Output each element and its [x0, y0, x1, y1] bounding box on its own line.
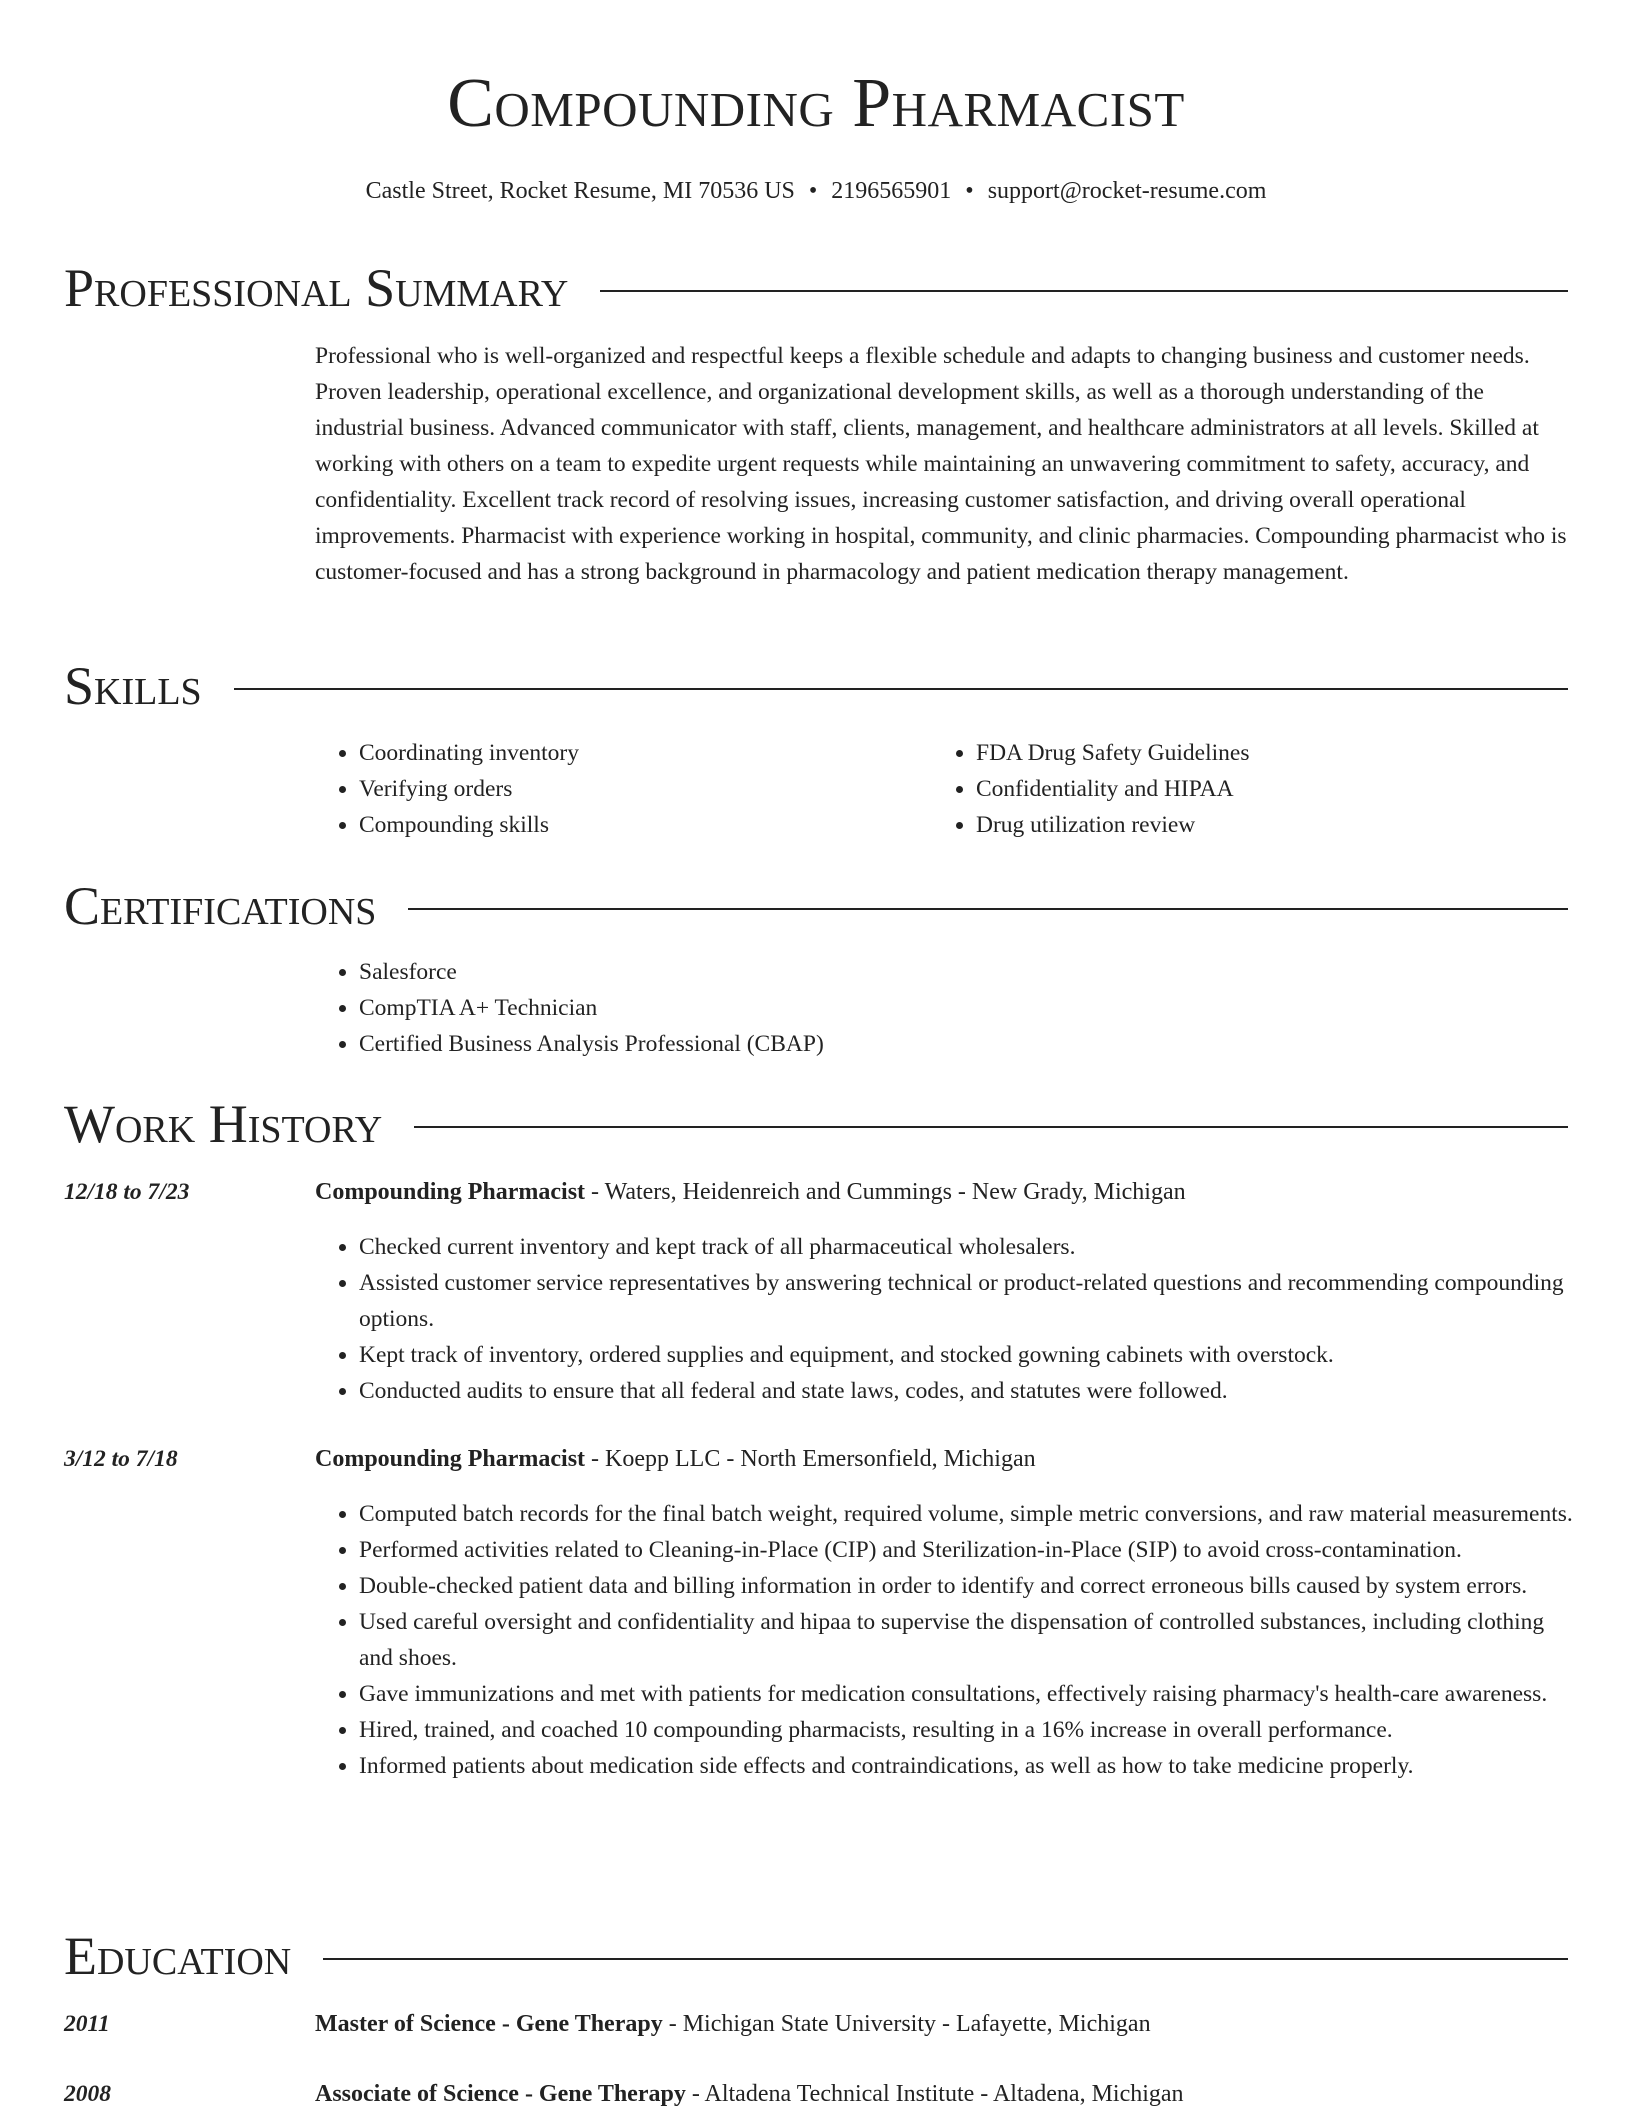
skill-item: • Confidentiality and HIPAA	[976, 771, 1549, 807]
skill-item: • Drug utilization review	[976, 807, 1549, 843]
job-heading	[315, 1441, 1575, 1477]
skill-item: • FDA Drug Safety Guidelines	[976, 735, 1549, 771]
job-title: Compounding Pharmacist	[315, 1446, 586, 1472]
summary-text: Professional who is well-organized and respectful keeps a flexible schedule and adapts to changing business and customer needs. Proven leadership, operational excellence, and organizational development skills, as well as a thorough understanding of the industrial business. Advanced communicator with staff, clients, management, and healthcare administrators at all levels. Skilled at working with others on a team to expedite urgent requests while maintaining an unwavering commitment to safety, accuracy, and confidentiality. Excellent track record of resolving issues, increasing customer satisfaction, and driving overall operational improvements. Pharmacist with experience working in hospital, community, and clinic pharmacies. Compounding pharmacist who is customer-focused and has a strong background in pharmacology and patient medication therapy management.	[315, 343, 1567, 585]
job-title: Compounding Pharmacist	[315, 1179, 586, 1205]
section-divider	[234, 688, 1568, 690]
job-duty-item: • Conducted audits to ensure that all federal and state laws, codes, and statutes were followed.	[359, 1373, 1575, 1409]
certifications-section-header	[64, 874, 1568, 938]
job-duties	[315, 1496, 1575, 1784]
skills-column-left	[315, 735, 932, 843]
section-title-summary: Professional Summary	[64, 258, 569, 318]
skills-list	[315, 735, 1575, 843]
summary-section-header	[64, 256, 1568, 320]
education-year: 2011	[64, 2011, 110, 2037]
certification-item: • Salesforce	[359, 954, 1575, 990]
skill-item: • Coordinating inventory	[359, 735, 932, 771]
skills-section-header	[64, 654, 1568, 718]
work-history-section-header	[64, 1092, 1568, 1156]
skills-column-right	[932, 735, 1549, 843]
education-entry	[315, 2006, 1575, 2042]
candidate-name: Compounding Pharmacist	[447, 65, 1185, 142]
certification-item: • Certified Business Analysis Professional (CBAP)	[359, 1026, 1575, 1062]
section-title-education: Education	[64, 1926, 292, 1986]
school-location: - Altadena Technical Institute - Altadena, Michigan	[685, 2081, 1184, 2107]
education-entry	[315, 2076, 1575, 2112]
degree-name: Associate of Science - Gene Therapy	[315, 2081, 686, 2107]
section-divider	[414, 1126, 1568, 1128]
education-year: 2008	[64, 2081, 111, 2107]
email-address: support@rocket-resume.com	[987, 178, 1267, 204]
section-divider	[323, 1958, 1568, 1960]
section-divider	[408, 908, 1568, 910]
job-dates: 3/12 to 7/18	[64, 1446, 178, 1472]
education-section-header	[64, 1924, 1568, 1988]
job-duty-item: • Assisted customer service representatives by answering technical or product-related questions and recommending compounding options.	[359, 1265, 1575, 1337]
certifications-list	[315, 954, 1575, 1062]
job-heading	[315, 1174, 1575, 1210]
certification-item: • CompTIA A+ Technician	[359, 990, 1575, 1026]
job-duty-item: • Checked current inventory and kept track of all pharmaceutical wholesalers.	[359, 1229, 1575, 1265]
job-duties	[315, 1229, 1575, 1409]
contact-line	[0, 176, 1632, 206]
job-duty-item: • Computed batch records for the final batch weight, required volume, simple metric conversions, and raw material measurements.	[359, 1496, 1575, 1532]
phone-number: 2196565901	[831, 178, 952, 204]
contact-separator: •	[808, 178, 818, 204]
job-duty-item: • Gave immunizations and met with patients for medication consultations, effectively raising pharmacy's health-care awareness.	[359, 1676, 1575, 1712]
degree-name: Master of Science - Gene Therapy	[315, 2011, 663, 2037]
skill-item: • Verifying orders	[359, 771, 932, 807]
job-employer-location: - Waters, Heidenreich and Cummings - New Grady, Michigan	[585, 1179, 1186, 1205]
section-title-skills: Skills	[64, 656, 202, 716]
job-duty-item: • Used careful oversight and confidentiality and hipaa to supervise the dispensation of controlled substances, including clothing and shoes.	[359, 1604, 1575, 1676]
summary-block	[315, 338, 1575, 590]
skill-item: • Compounding skills	[359, 807, 932, 843]
job-duty-item: • Informed patients about medication side effects and contraindications, as well as how to take medicine properly.	[359, 1748, 1575, 1784]
job-duty-item: • Kept track of inventory, ordered supplies and equipment, and stocked gowning cabinets with overstock.	[359, 1337, 1575, 1373]
job-duty-item: • Double-checked patient data and billing information in order to identify and correct erroneous bills caused by system errors.	[359, 1568, 1575, 1604]
section-title-certifications: Certifications	[64, 876, 377, 936]
job-duty-item: • Performed activities related to Cleaning-in-Place (CIP) and Sterilization-in-Place (SIP) to avoid cross-contamination.	[359, 1532, 1575, 1568]
address: Castle Street, Rocket Resume, MI 70536 US	[365, 178, 795, 204]
school-location: - Michigan State University - Lafayette, Michigan	[662, 2011, 1151, 2037]
contact-separator: •	[965, 178, 974, 204]
job-employer-location: - Koepp LLC - North Emersonfield, Michigan	[585, 1446, 1036, 1472]
job-dates: 12/18 to 7/23	[64, 1179, 190, 1205]
section-divider	[600, 290, 1568, 292]
section-title-work-history: Work History	[64, 1094, 383, 1154]
job-duty-item: • Hired, trained, and coached 10 compounding pharmacists, resulting in a 16% increase in overall performance.	[359, 1712, 1575, 1748]
